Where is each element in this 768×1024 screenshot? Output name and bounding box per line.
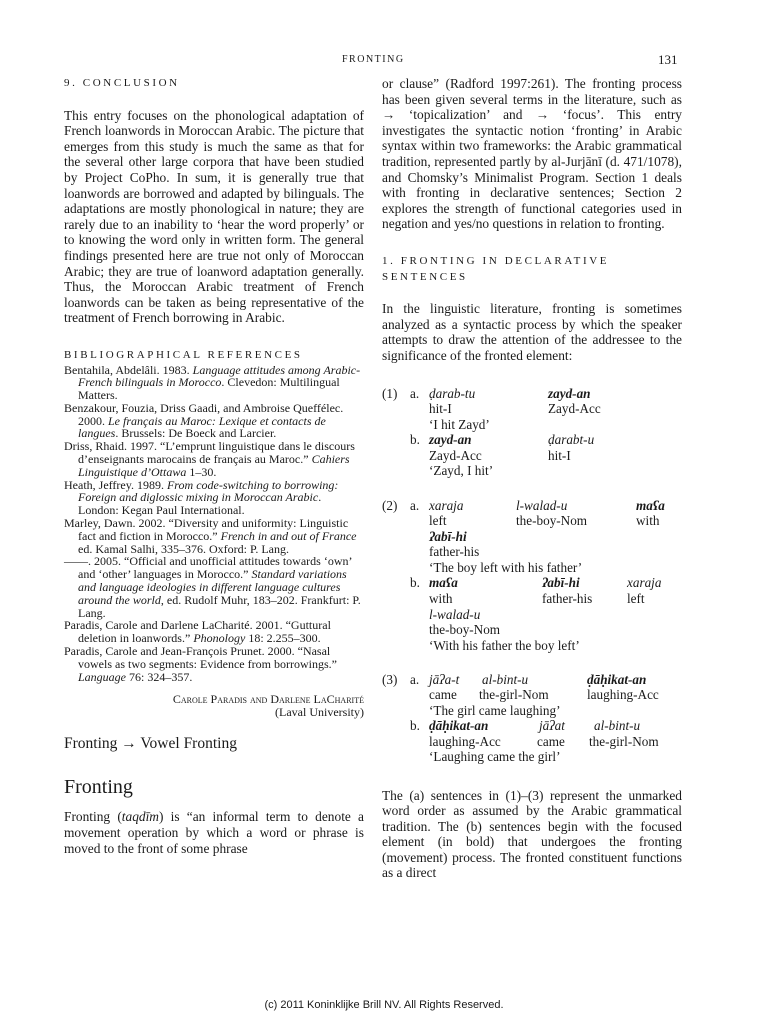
sub-label: b. [410,575,420,591]
arabic-word: xaraja [429,497,464,513]
gloss: with [636,513,660,529]
gloss: father-his [542,591,593,607]
ref-text: Paradis, Carole and Jean-François Prunet. 2000. “Nasal vowels as two segments: Evidence from borrowings.” [64,644,337,671]
gloss: with [429,591,453,607]
ref-title: Le français au Maroc: Lexique et contacts de langues [78,413,326,441]
fronted-word: zayd-an [548,385,591,401]
bibliography-entry [64,440,364,478]
ref-text: ——. 2005. “Official and unofficial attitudes towards ‘own’ and ‘other’ languages in Morocco.” [64,554,352,582]
entry-text-post: ) is “an informal term to denote a movement operation by which a word or phrase is moved to the front of some phrase [64,809,364,856]
page-number: 131 [658,52,678,67]
arabic-word: al-bint-u [482,671,529,687]
gloss: came [429,687,457,703]
ref-title: Standard variations and language ideologies in different language cultures around the world [78,567,347,607]
translation: ‘I hit Zayd’ [429,416,490,432]
gloss: laughing-Acc [429,733,501,749]
sub-label: a. [410,385,420,401]
bibliography-entry [64,555,364,619]
arabic-word: jāʔa-t [429,671,460,687]
bibliography-entry [64,479,364,517]
ref-text: . Clevedon: Multilingual Matters. [78,375,340,403]
sub-label: b. [410,432,420,448]
entry-title: Fronting [64,776,133,799]
bibliography-entry [64,402,364,440]
fronted-word: ʔabī-hi [542,575,580,591]
bibliography-heading: BIBLIOGRAPHICAL REFERENCES [64,348,303,361]
fronted-word: zayd-an [429,432,472,448]
ref-text: 1–30. [186,464,217,479]
fronted-word: ḍāḥikat-an [429,718,489,734]
reference-list [64,364,364,684]
entry-text-pre: Fronting ( [64,809,122,825]
example-2 [382,498,682,654]
arabic-word: xaraja [627,575,662,591]
author-names: Carole Paradis and Darlene LaCharité [172,692,364,707]
gloss: the-boy-Nom [516,513,588,529]
ref-text: . London: Kegan Paul International. [78,490,322,518]
ref-text: Benzakour, Fouzia, Driss Gaadi, and Ambroise Queffélec. 2000. [64,400,344,428]
arabic-word: al-bint-u [594,718,641,734]
gloss: left [627,591,645,607]
translation: ‘The boy left with his father’ [429,559,583,575]
ref-title: Cahiers Linguistique d’Ottawa [78,452,350,479]
translation: ‘With his father the boy left’ [429,637,580,653]
copyright-notice: (c) 2011 Koninklijke Brill NV. All Rights Reserved. [264,999,504,1011]
ref-title: From code-switching to borrowing: Foreign and diglossic mixing in Moroccan Arabic [78,477,339,505]
ref-text: Heath, Jeffrey. 1989. [64,477,167,492]
gloss: the-girl-Nom [589,733,659,749]
arabic-word: ḍarab-tu [429,385,476,401]
closing-paragraph: The (a) sentences in (1)–(3) represent the unmarked word order as assumed by the Arabic grammatical tradition. The (b) sentences begin with the focused element (in bold) that undergoes the fronting (movement) process. The fronted constituent functions as a direct [382,787,682,881]
cross-reference: Fronting → Vowel Fronting [64,735,237,753]
sub-label: a. [410,671,420,687]
fronted-word: maʕa [429,575,458,591]
fronted-word: maʕa [636,497,665,513]
author-affiliation: (Laval University) [275,705,364,720]
arabic-word: ḍarabt-u [548,432,595,448]
ref-text: , ed. Rudolf Muhr, 183–202. Frankfurt: P. Lang. [78,592,361,620]
ref-text: Driss, Rhaid. 1997. “L’emprunt linguistique dans le discours d’enseignants marocains de français au Maroc.” [64,439,355,467]
conclusion-heading: 9. CONCLUSION [64,77,180,89]
conclusion-paragraph: This entry focuses on the phonological adaptation of French loanwords in Moroccan Arabic. The picture that emerges from this study is much the same as that for the several other large corpora that have been studied by Project CoPho. In sum, it is generally true that loanwords are borrowed and adapted by bilinguals. The adaptations are mostly phonological in nature; they are rarely due to an inability to ‘hear the word properly’ or to knowing the word only in written form. The general findings presented here are true not only of Moroccan Arabic; they are true of loanword adaptation generally. Thus, the Moroccan Arabic treatment of French loanwords can be taken as being representative of the treatment of French borrowing in Arabic. [64,107,364,326]
arabic-word: l-walad-u [429,606,481,622]
gloss: left [429,513,447,529]
bibliography-entry [64,517,364,555]
translation: ‘The girl came laughing’ [429,702,561,718]
ref-text: Marley, Dawn. 2002. “Diversity and uniformity: Linguistic fact and fiction in Morocco.” [64,516,349,543]
sub-label: b. [410,718,420,734]
example-number: (2) [382,497,398,513]
left-column [64,76,364,856]
example-number: (1) [382,385,398,401]
gloss: Zayd-Acc [548,401,601,417]
gloss: came [537,733,565,749]
ref-text: . Brussels: De Boeck and Larcier. [115,426,277,441]
section-1-heading: 1. FRONTING IN DECLARATIVE SENTENCES [382,254,610,283]
entry-term: taqdīm [121,809,159,825]
bibliography-entry [64,364,364,402]
ref-title: Language attitudes among Arabic-French bilinguals in Morocco [78,362,361,390]
ref-text: 18: 2.255–300. [245,631,321,646]
fronted-word: ḍāḥikat-an [587,671,647,687]
gloss: the-boy-Nom [429,622,501,638]
ref-text: 76: 324–357. [126,669,193,684]
example-1 [382,386,682,480]
translation: ‘Laughing came the girl’ [429,749,561,765]
ref-title: French in and out of France [220,528,357,543]
fronted-word: ʔabī-hi [429,528,467,544]
ref-text: ed. Kamal Salhi, 335–376. Oxford: P. Lang. [78,541,289,556]
bibliography-entry [64,619,364,645]
ref-title: Phonology [193,631,246,646]
running-head-title: FRONTING [342,54,405,65]
gloss: hit-I [548,447,571,463]
bibliography-entry [64,645,364,683]
intro-paragraph: or clause” (Radford 1997:261). The fronting process has been given several terms in the literature, such as → ‘topicalization’ and → ‘focus’. This entry investigates the syntactic notion ‘fronting’ in Arabic syntax within two frameworks: the Arabic grammatical tradition, represented partly by al-Jurjānī (d. 471/1078), and Chomsky’s Minimalist Program. Section 1 deals with fronting in declarative sentences; Section 2 explores the strength of functional categories used in negation and yes/no questions in relation to fronting. [382,76,682,232]
translation: ‘Zayd, I hit’ [429,463,494,479]
running-head [0,54,768,68]
gloss: Zayd-Acc [429,447,482,463]
section-1-paragraph: In the linguistic literature, fronting is sometimes analyzed as a syntactic process by which the speaker attempts to draw the attention of the addressee to the significance of the fronted element: [382,301,682,363]
arabic-word: jāʔat [539,718,565,734]
gloss: the-girl-Nom [479,687,549,703]
arabic-word: l-walad-u [516,497,568,513]
right-column [382,76,682,881]
ref-text: Bentahila, Abdelâli. 1983. [64,362,193,377]
example-3 [382,672,682,766]
gloss: laughing-Acc [587,687,659,703]
ref-title: Language [78,669,126,684]
sub-label: a. [410,497,420,513]
entry-opening-paragraph [64,809,364,856]
ref-text: Paradis, Carole and Darlene LaCharité. 2001. “Guttural deletion in loanwords.” [64,618,331,646]
example-number: (3) [382,671,398,687]
gloss: father-his [429,544,480,560]
gloss: hit-I [429,401,452,417]
